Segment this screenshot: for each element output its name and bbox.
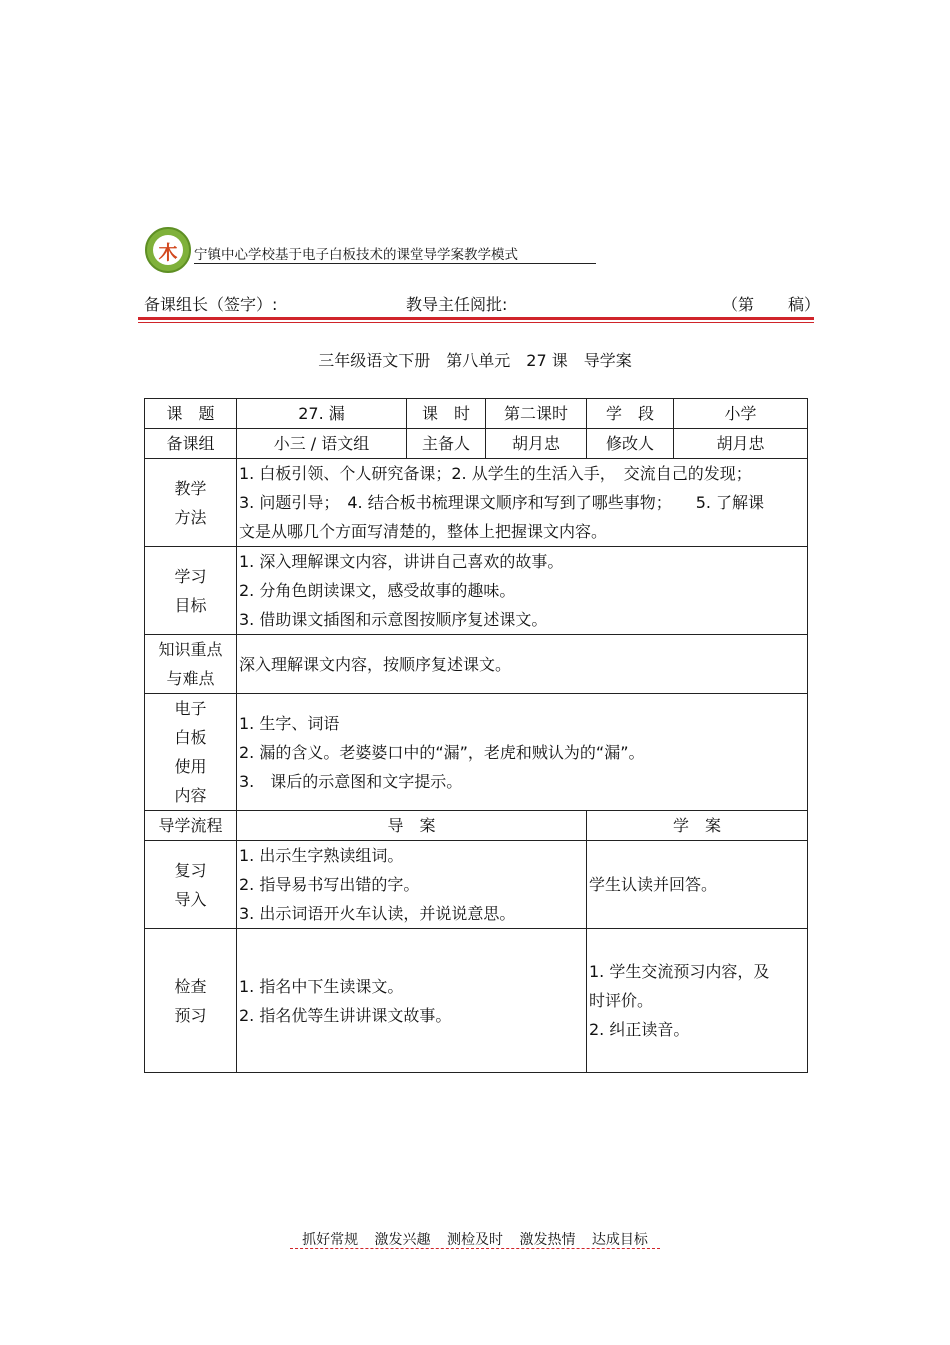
review-label: 教导主任阅批: [406,295,508,314]
label-line: 预习 [174,1005,207,1025]
key-points-content [237,635,808,694]
topic-value: 27. 漏 [237,399,407,429]
group-value: 小三 / 语文组 [237,429,407,459]
table-row [145,841,808,929]
preview-label [145,929,237,1073]
content-line: 2. 分角色朗读课文，感受故事的趣味。 [239,581,516,600]
table-row [145,929,808,1073]
study-header: 学 案 [587,811,808,841]
table-row [145,547,808,635]
draft-open: （第 [722,295,755,314]
review-study [587,841,808,929]
whiteboard-content [237,694,808,811]
table-row [145,399,808,429]
methods-label [145,459,237,547]
reviser-value: 胡月忠 [674,429,808,459]
label-line: 学习 [174,566,207,586]
content-line: 文是从哪几个方面写清楚的，整体上把握课文内容。 [239,522,608,541]
flow-label: 导学流程 [145,811,237,841]
signature-label: 备课组长（签字）: [144,295,278,314]
table-row [145,429,808,459]
content-line: 1. 出示生字熟读组词。 [239,846,404,865]
label-line: 方法 [174,507,207,527]
label-line: 电子 [174,699,207,718]
whiteboard-label [145,694,237,811]
content-line: 深入理解课文内容，按顺序复述课文。 [239,654,512,674]
slogan: 激发热情 [519,1232,576,1248]
review-label [145,841,237,929]
label-line: 复习 [174,860,207,880]
table-row [145,635,808,694]
table-row [145,694,808,811]
label-line: 白板 [174,728,207,747]
footer-divider [290,1248,660,1249]
content-line: 2. 纠正读音。 [589,1020,690,1039]
group-label: 备课组 [145,429,237,459]
content-line: 3. 借助课文插图和示意图按顺序复述课文。 [239,610,548,629]
content-line: 学生认读并回答。 [589,875,718,894]
content-line: 1. 白板引领、个人研究备课；2. 从学生的生活入手， 交流自己的发现； [239,464,752,483]
title-underline [194,263,596,264]
key-points-label [145,635,237,694]
document-title: 三年级语文下册 第八单元 27 课 导学案 [318,351,632,370]
slogan: 测检及时 [447,1232,503,1248]
header-divider-thin [138,322,814,323]
content-line: 2. 漏的含义。老婆婆口中的“漏”，老虎和贼认为的“漏”。 [239,742,645,762]
draft-close: 稿） [788,295,821,314]
content-line: 1. 生字、词语 [239,713,340,733]
content-line: 1. 指名中下生读课文。 [239,976,404,996]
draft-number [722,292,820,315]
label-line: 导入 [174,889,207,909]
content-line: 3. 出示词语开火车认读，并说说意思。 [239,904,516,923]
content-line: 3. 课后的示意图和文字提示。 [239,771,463,791]
label-line: 教学 [174,478,207,498]
content-line: 2. 指导易书写出错的字。 [239,875,420,894]
table-row [145,459,808,547]
content-line: 2. 指名优等生讲讲课文故事。 [239,1005,452,1025]
goals-content [237,547,808,635]
slogan: 达成目标 [591,1232,648,1248]
stage-label: 学 段 [587,399,674,429]
preparer-label: 主备人 [407,429,486,459]
content-line: 3. 问题引导； 4. 结合板书梳理课文顺序和写到了哪些事物； 5. 了解课 [239,493,765,512]
footer-slogans [0,1229,950,1249]
preview-study [587,929,808,1073]
review-guide [237,841,587,929]
label-line: 内容 [174,786,207,805]
school-title: 宁镇中心学校基于电子白板技术的课堂导学案教学模式 [194,247,518,263]
lesson-plan-table [144,398,808,1073]
stage-value: 小学 [674,399,808,429]
preview-guide [237,929,587,1073]
label-line: 知识重点 [158,640,223,659]
period-value: 第二课时 [486,399,587,429]
reviser-label: 修改人 [587,429,674,459]
table-row [145,811,808,841]
content-line: 时评价。 [589,991,654,1010]
label-line: 使用 [174,757,207,776]
label-line: 与难点 [166,669,215,688]
methods-content [237,459,808,547]
slogan: 抓好常规 [302,1232,359,1248]
label-line: 目标 [174,595,207,615]
preparer-value: 胡月忠 [486,429,587,459]
header-divider-thick [138,317,814,320]
goals-label [145,547,237,635]
slogan: 激发兴趣 [374,1232,431,1248]
label-line: 检查 [174,976,207,996]
content-line: 1. 深入理解课文内容，讲讲自己喜欢的故事。 [239,552,564,571]
guide-header: 导 案 [237,811,587,841]
content-line: 1. 学生交流预习内容，及 [589,962,770,981]
topic-label: 课 题 [145,399,237,429]
school-logo: 木 [145,227,191,273]
period-label: 课 时 [407,399,486,429]
